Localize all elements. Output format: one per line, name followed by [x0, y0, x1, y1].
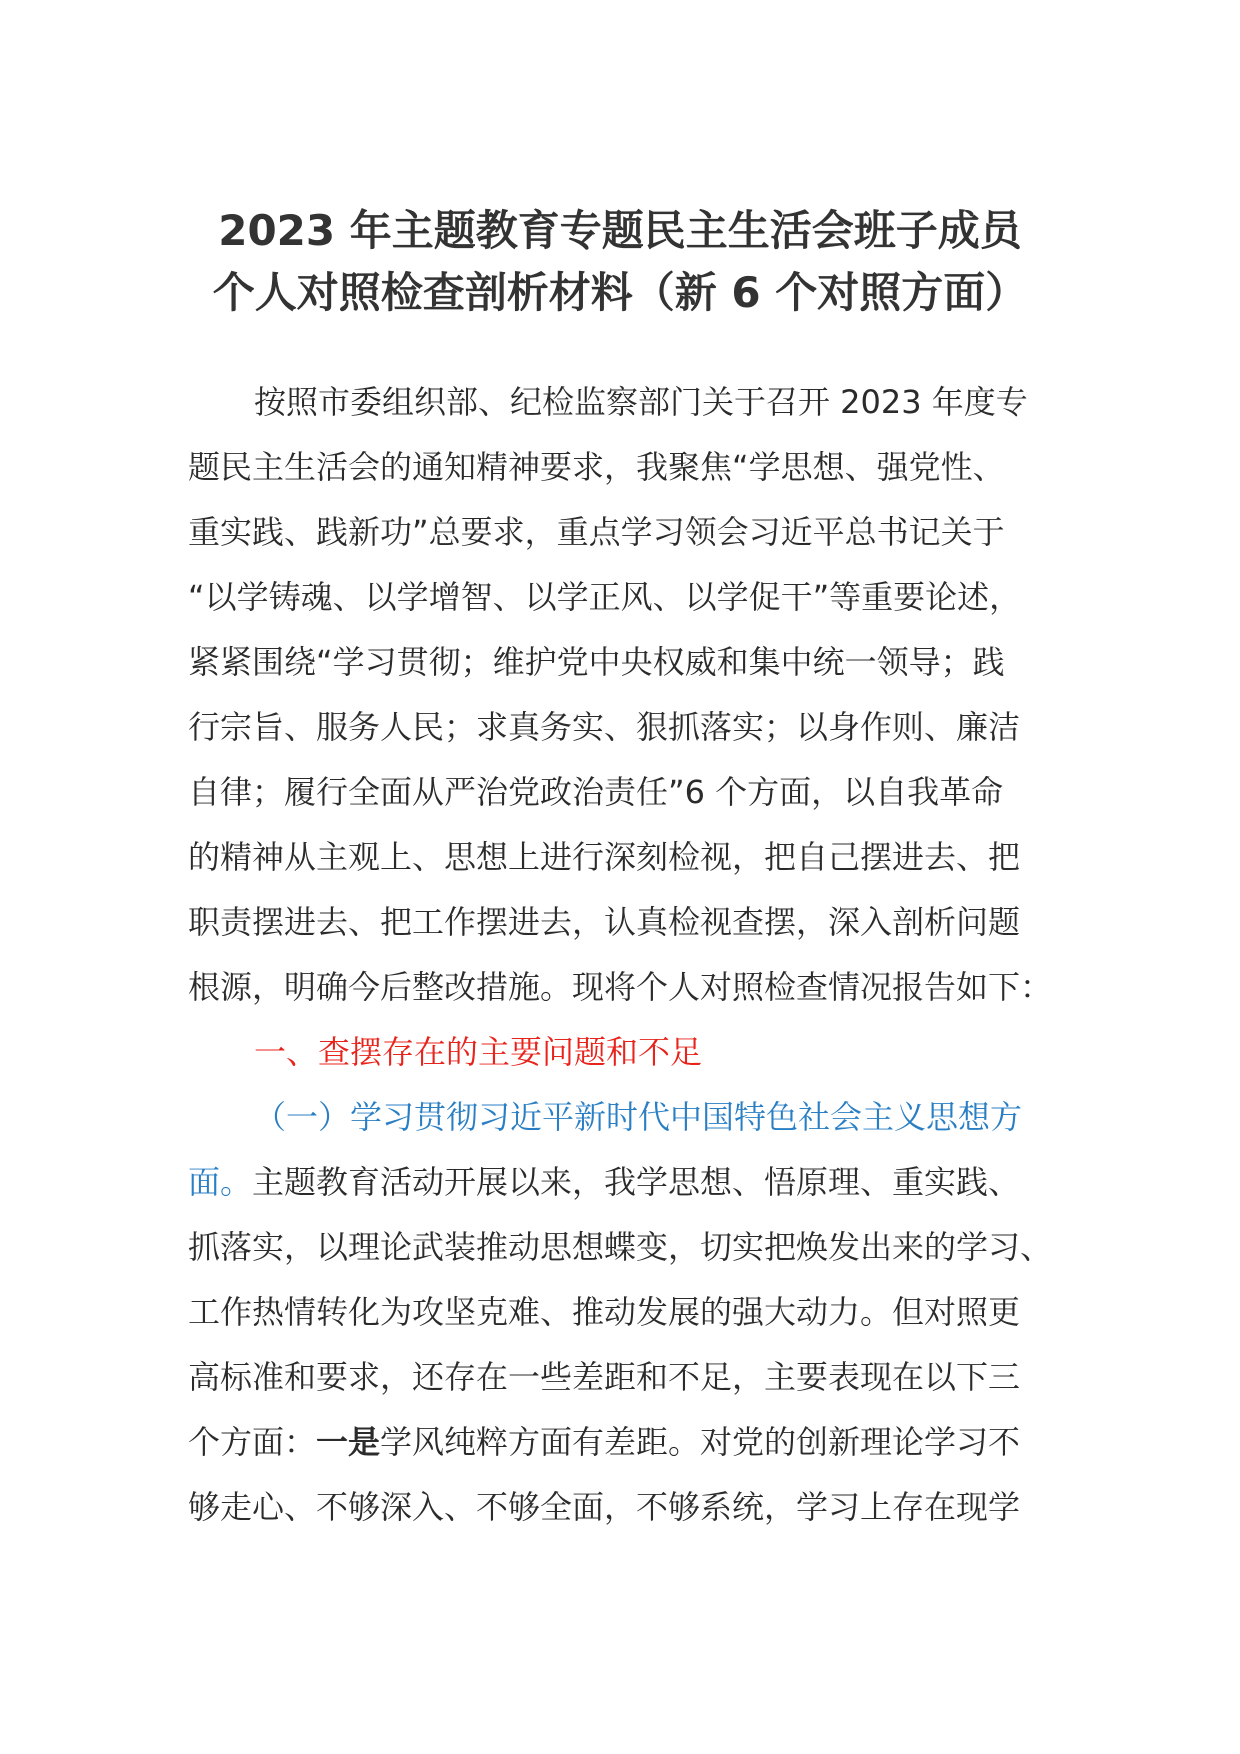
- intro-line: 行宗旨、服务人民；求真务实、狠抓落实；以身作则、廉洁: [188, 708, 1021, 746]
- subsection-line: 够走心、不够深入、不够全面，不够系统，学习上存在现学: [188, 1488, 1021, 1526]
- intro-line: 根源，明确今后整改措施。现将个人对照检查情况报告如下：: [188, 968, 1053, 1006]
- subsection-line: 工作热情转化为攻坚克难、推动发展的强大动力。但对照更: [188, 1293, 1021, 1331]
- intro-line: 按照市委组织部、纪检监察部门关于召开 2023 年度专: [254, 383, 1028, 421]
- intro-line: 职责摆进去、把工作摆进去，认真检视查摆，深入剖析问题: [188, 903, 1021, 941]
- subsection-line: 抓落实，以理论武装推动思想蝶变，切实把焕发出来的学习、: [188, 1228, 1053, 1266]
- subsection-line: [188, 1150, 1058, 1215]
- subsection-heading: （一）学习贯彻习近平新时代中国特色社会主义思想方: [254, 1098, 1023, 1136]
- intro-line: 紧紧围绕“学习贯彻；维护党中央权威和集中统一领导；践: [188, 643, 1005, 681]
- subsection-text: 主题教育活动开展以来，我学思想、悟原理、重实践、: [252, 1163, 1021, 1201]
- subsection-heading-end: 面。: [188, 1163, 253, 1201]
- document-body: [188, 370, 1058, 1540]
- title-line-2: 个人对照检查剖析材料（新 6 个对照方面）: [212, 268, 1028, 317]
- subsection-line: [188, 1410, 1058, 1475]
- intro-line: 题民主生活会的通知精神要求，我聚焦“学思想、强党性、: [188, 448, 1005, 486]
- section-heading: 一、查摆存在的主要问题和不足: [254, 1033, 703, 1071]
- title-line-1: 2023 年主题教育专题民主生活会班子成员: [218, 206, 1022, 255]
- intro-line: 重实践、践新功”总要求，重点学习领会习近平总书记关于: [188, 513, 1005, 551]
- point-text: 学风纯粹方面有差距。对党的创新理论学习不: [380, 1423, 1021, 1461]
- intro-line: 自律；履行全面从严治党政治责任”6 个方面，以自我革命: [188, 773, 1004, 811]
- intro-line: 的精神从主观上、思想上进行深刻检视，把自己摆进去、把: [188, 838, 1021, 876]
- subsection-text: 个方面：: [188, 1423, 317, 1461]
- intro-line: “以学铸魂、以学增智、以学正风、以学促干”等重要论述，: [188, 578, 1022, 616]
- document-title: [150, 200, 1090, 324]
- point-label: 一是: [316, 1423, 381, 1461]
- subsection-line: 高标准和要求，还存在一些差距和不足，主要表现在以下三: [188, 1358, 1021, 1396]
